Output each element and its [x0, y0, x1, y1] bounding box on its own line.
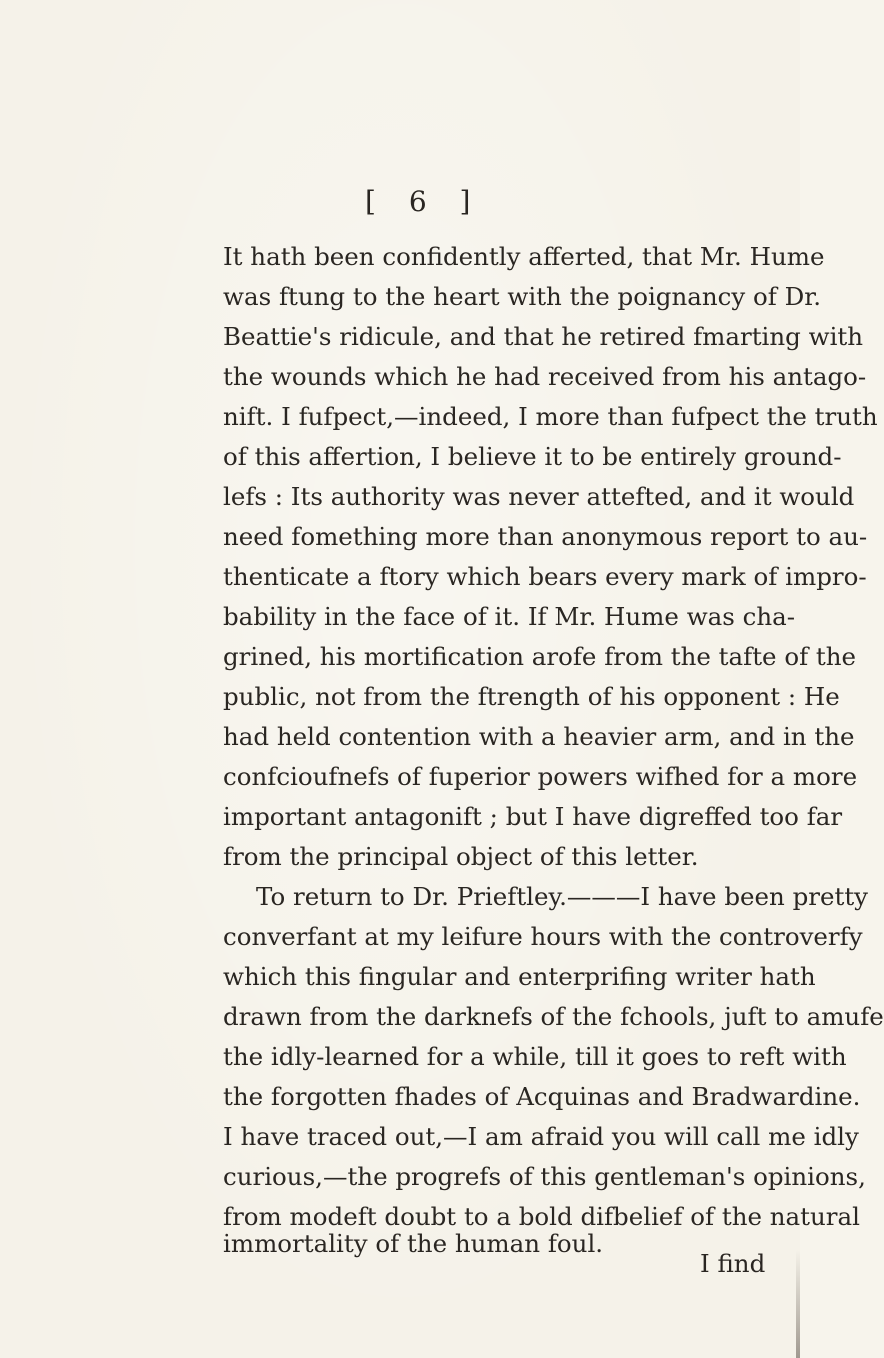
text-line: from modeft doubt to a bold difbelief of the natural [223, 1202, 860, 1231]
text-line: grined, his mortification arofe from the tafte of the [223, 642, 857, 671]
text-line: the forgotten fhades of Acquinas and Bradwardine. [223, 1082, 861, 1111]
text-line: To return to Dr. Prieftley.———I have been pretty [256, 882, 869, 911]
text-line: curious,—the progrefs of this gentleman's opinions, [223, 1162, 866, 1191]
text-line: It hath been confidently afferted, that Mr. Hume [223, 242, 825, 271]
text-line: from the principal object of this letter. [223, 842, 699, 871]
text-line: confcioufnefs of fuperior powers wifhed for a more [223, 762, 858, 791]
page-edge-shadow [796, 1250, 800, 1358]
text-line: was ftung to the heart with the poignancy of Dr. [223, 282, 822, 311]
text-line: bability in the face of it. If Mr. Hume was cha- [223, 602, 796, 631]
text-line: converfant at my leifure hours with the controverfy [223, 922, 863, 951]
text-line: Beattie's ridicule, and that he retired fmarting with [223, 322, 864, 351]
text-line: nift. I fufpect,—indeed, I more than fufpect the truth [223, 402, 878, 431]
text-line: thenticate a ftory which bears every mark of impro- [223, 562, 867, 591]
text-line: lefs : Its authority was never attefted, and it would [223, 482, 855, 511]
text-line: the wounds which he had received from his antago- [223, 362, 867, 391]
text-line: drawn from the darknefs of the fchools, juft to amufe [223, 1002, 884, 1031]
text-line: need fomething more than anonymous report to au- [223, 522, 868, 551]
text-line: immortality of the human foul. [223, 1229, 604, 1258]
text-line: had held contention with a heavier arm, and in the [223, 722, 855, 751]
text-line: the idly-learned for a while, till it goes to reft with [223, 1042, 847, 1071]
text-line: which this fingular and enterprifing writer hath [223, 962, 816, 991]
text-line: important antagonift ; but I have digreffed too far [223, 802, 843, 831]
catchword: I find [700, 1249, 766, 1278]
text-line: public, not from the ftrength of his opponent : He [223, 682, 840, 711]
text-line: I have traced out,—I am afraid you will call me idly [223, 1122, 859, 1151]
text-line: of this affertion, I believe it to be entirely ground- [223, 442, 842, 471]
page-number: [ 6 ] [365, 185, 483, 218]
